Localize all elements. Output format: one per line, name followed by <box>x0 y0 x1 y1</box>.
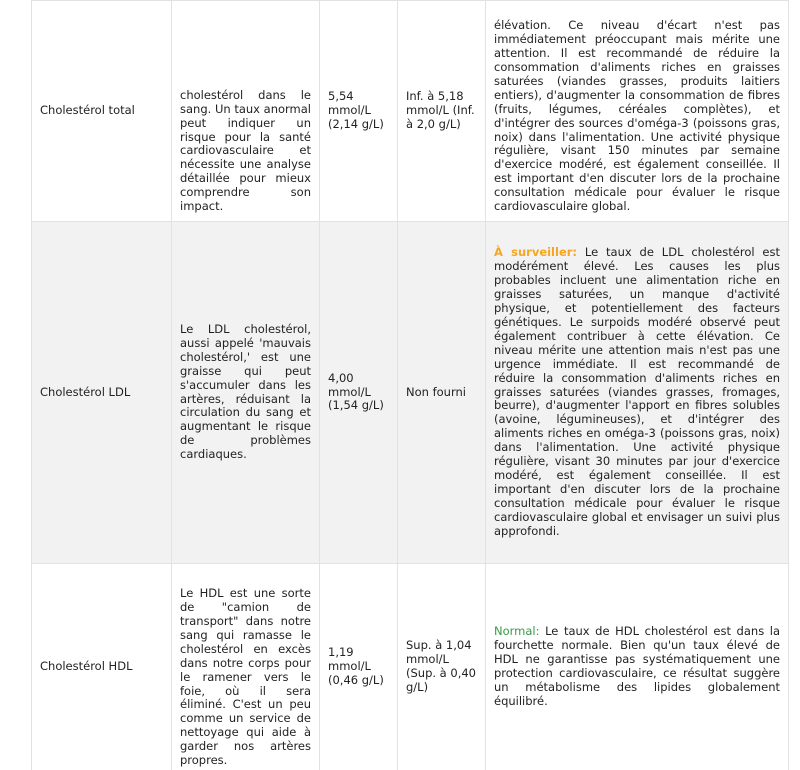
interpretation-text: Le taux de HDL cholestérol est dans la fourchette normale. Bien qu'un taux élevé de HDL ne garantisse pas systématiquement une protection cardiovasculaire, ce résultat suggère un métabolisme des lipides globalement équilibré. <box>494 624 781 708</box>
table-row <box>32 1 789 222</box>
test-value: 4,00 mmol/L (1,54 g/L) <box>320 222 398 564</box>
interpretation-text: Le taux de LDL cholestérol est modérément élevé. Les causes les plus probables incluent une alimentation riche en graisses saturées, un manque d'activité physique, et potentiellement des facteurs génétiques. Le surpoids modéré observé peut également contribuer à cette élévation. Ce niveau mérite une attention mais n'est pas une urgence immédiate. Il est recommandé de réduire la consommation d'aliments riches en graisses saturées (viandes grasses, fromages, beurre), d'augmenter l'apport en fibres solubles (avoine, légumineuses), et d'intégrer des aliments riches en oméga-3 (poissons gras, noix) dans l'alimentation. Une activité physique régulière, visant 30 minutes par jour d'exercice modéré, est également conseillée. Il est important d'en discuter lors de la prochaine consultation médicale pour évaluer le risque cardiovasculaire global et envisager un suivi plus approfondi. <box>494 245 780 538</box>
reference-range: Inf. à 5,18 mmol/L (Inf. à 2,0 g/L) <box>398 1 486 222</box>
interpretation-cell <box>486 564 789 770</box>
reference-range: Sup. à 1,04 mmol/L (Sup. à 0,40 g/L) <box>398 564 486 770</box>
interpretation-text: élévation. Ce niveau d'écart n'est pas immédiatement préoccupant mais mérite une attention. Il est recommandé de réduire la consommation d'aliments riches en graisses saturées (viandes grasses, produits laitiers entiers), d'augmenter la consommation de fibres (fruits, légumes, céréales complètes), et d'intégrer des sources d'oméga-3 (poissons gras, noix) dans l'alimentation. Une activité physique régulière, visant 150 minutes par semaine d'exercice modéré, est également conseillée. Il est important d'en discuter lors de la prochaine consultation médicale pour évaluer le risque cardiovasculaire global. <box>494 18 780 214</box>
reference-range: Non fourni <box>398 222 486 564</box>
test-description: Le HDL est une sorte de "camion de transport" dans notre sang qui ramasse le cholestérol en excès dans notre corps pour le ramener vers le foie, où il sera éliminé. C'est un peu comme un service de nettoyage qui aide à garder nos artères propres. <box>172 564 320 770</box>
test-name: Cholestérol total <box>32 1 172 222</box>
test-description: cholestérol dans le sang. Un taux anormal peut indiquer un risque pour la santé cardiovasculaire et nécessite une analyse détaillée pour mieux comprendre son impact. <box>172 1 320 222</box>
lipid-results-table <box>31 0 789 770</box>
test-name: Cholestérol HDL <box>32 564 172 770</box>
test-value: 1,19 mmol/L (0,46 g/L) <box>320 564 398 770</box>
interpretation-cell <box>486 222 789 564</box>
interpretation-cell <box>486 1 789 222</box>
status-label-watch: À surveiller: <box>494 245 578 260</box>
test-name: Cholestérol LDL <box>32 222 172 564</box>
test-value: 5,54 mmol/L (2,14 g/L) <box>320 1 398 222</box>
test-description: Le LDL cholestérol, aussi appelé 'mauvais cholestérol,' est une graisse qui peut s'accumuler dans les artères, réduisant la circulation du sang et augmentant le risque de problèmes cardiaques. <box>172 222 320 564</box>
table-row <box>32 564 789 770</box>
status-label-normal: Normal: <box>494 624 540 639</box>
table-row <box>32 222 789 564</box>
